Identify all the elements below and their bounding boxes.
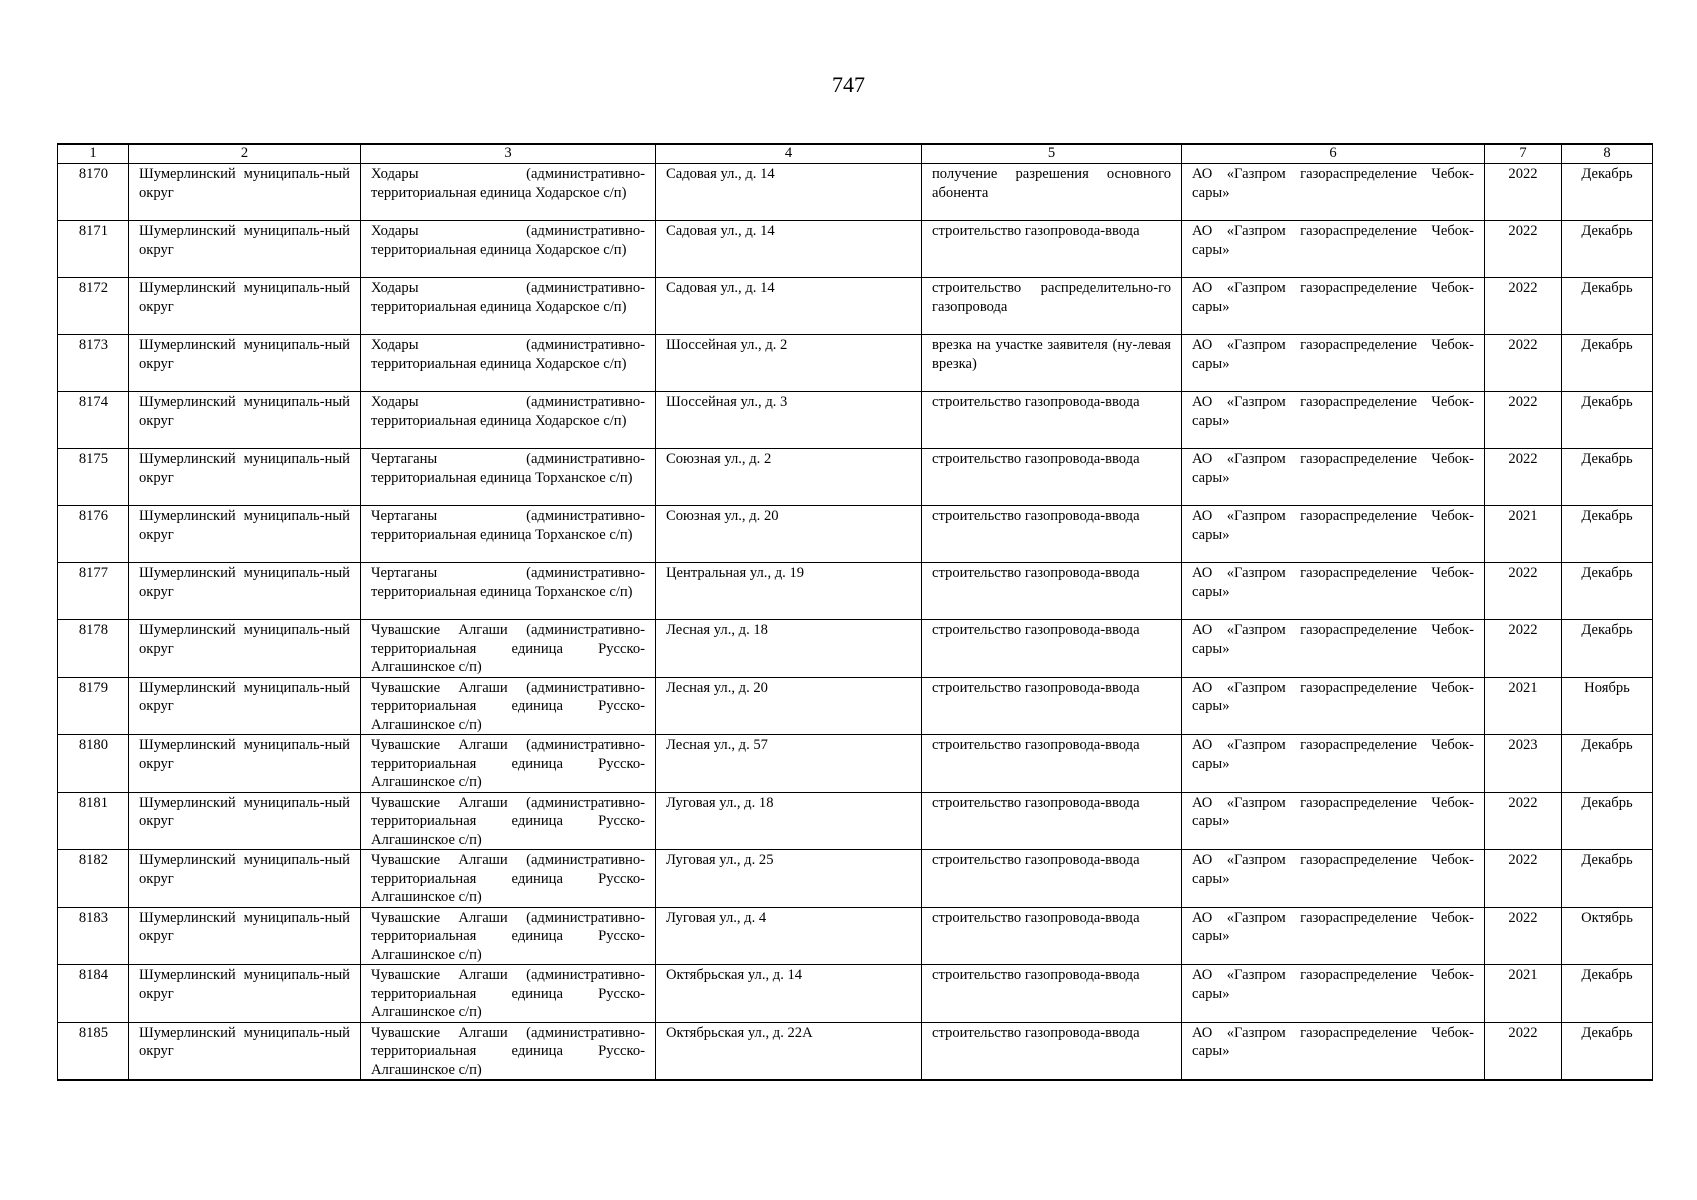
row-number-cell: 8175 [58, 449, 129, 506]
month-cell: Декабрь [1562, 792, 1653, 850]
work-type-cell: строительство газопровода-ввода [922, 735, 1182, 793]
organization-cell: АО «Газпром газораспределение Чебок-сары» [1182, 392, 1485, 449]
table-row [58, 965, 1653, 1023]
address-cell: Луговая ул., д. 25 [656, 850, 922, 908]
year-cell: 2022 [1485, 449, 1562, 506]
district-cell: Шумерлинский муниципаль-ный округ [129, 1022, 361, 1080]
year-cell: 2022 [1485, 850, 1562, 908]
gasification-table [57, 143, 1653, 1081]
work-type-cell: строительство газопровода-ввода [922, 620, 1182, 678]
address-cell: Октябрьская ул., д. 14 [656, 965, 922, 1023]
row-number-cell: 8179 [58, 677, 129, 735]
row-number-cell: 8174 [58, 392, 129, 449]
year-cell: 2022 [1485, 1022, 1562, 1080]
row-number-cell: 8182 [58, 850, 129, 908]
year-cell: 2022 [1485, 164, 1562, 221]
address-cell: Садовая ул., д. 14 [656, 221, 922, 278]
locality-cell: Ходары (административно-территориальная единица Ходарское с/п) [361, 164, 656, 221]
table-row [58, 164, 1653, 221]
year-cell: 2021 [1485, 506, 1562, 563]
month-cell: Декабрь [1562, 735, 1653, 793]
work-type-cell: получение разрешения основного абонента [922, 164, 1182, 221]
district-cell: Шумерлинский муниципаль-ный округ [129, 392, 361, 449]
month-cell: Декабрь [1562, 563, 1653, 620]
month-cell: Декабрь [1562, 335, 1653, 392]
district-cell: Шумерлинский муниципаль-ный округ [129, 449, 361, 506]
locality-cell: Ходары (административно-территориальная единица Ходарское с/п) [361, 392, 656, 449]
address-cell: Союзная ул., д. 20 [656, 506, 922, 563]
locality-cell: Ходары (административно-территориальная единица Ходарское с/п) [361, 278, 656, 335]
organization-cell: АО «Газпром газораспределение Чебок-сары» [1182, 792, 1485, 850]
address-cell: Союзная ул., д. 2 [656, 449, 922, 506]
year-cell: 2022 [1485, 907, 1562, 965]
row-number-cell: 8181 [58, 792, 129, 850]
month-cell: Ноябрь [1562, 677, 1653, 735]
year-cell: 2021 [1485, 965, 1562, 1023]
month-cell: Декабрь [1562, 850, 1653, 908]
address-cell: Лесная ул., д. 18 [656, 620, 922, 678]
address-cell: Шоссейная ул., д. 3 [656, 392, 922, 449]
column-header: 7 [1485, 144, 1562, 164]
address-cell: Садовая ул., д. 14 [656, 278, 922, 335]
address-cell: Лесная ул., д. 20 [656, 677, 922, 735]
organization-cell: АО «Газпром газораспределение Чебок-сары» [1182, 221, 1485, 278]
organization-cell: АО «Газпром газораспределение Чебок-сары» [1182, 850, 1485, 908]
organization-cell: АО «Газпром газораспределение Чебок-сары» [1182, 965, 1485, 1023]
organization-cell: АО «Газпром газораспределение Чебок-сары» [1182, 563, 1485, 620]
address-cell: Садовая ул., д. 14 [656, 164, 922, 221]
row-number-cell: 8177 [58, 563, 129, 620]
table-row [58, 278, 1653, 335]
table-row [58, 392, 1653, 449]
district-cell: Шумерлинский муниципаль-ный округ [129, 335, 361, 392]
month-cell: Декабрь [1562, 965, 1653, 1023]
row-number-cell: 8183 [58, 907, 129, 965]
table-row [58, 449, 1653, 506]
month-cell: Декабрь [1562, 164, 1653, 221]
district-cell: Шумерлинский муниципаль-ный округ [129, 907, 361, 965]
address-cell: Лесная ул., д. 57 [656, 735, 922, 793]
row-number-cell: 8170 [58, 164, 129, 221]
organization-cell: АО «Газпром газораспределение Чебок-сары» [1182, 449, 1485, 506]
year-cell: 2023 [1485, 735, 1562, 793]
table-row [58, 620, 1653, 678]
month-cell: Декабрь [1562, 278, 1653, 335]
work-type-cell: строительство газопровода-ввода [922, 1022, 1182, 1080]
table-row [58, 335, 1653, 392]
year-cell: 2021 [1485, 677, 1562, 735]
row-number-cell: 8172 [58, 278, 129, 335]
organization-cell: АО «Газпром газораспределение Чебок-сары» [1182, 164, 1485, 221]
month-cell: Декабрь [1562, 449, 1653, 506]
row-number-cell: 8178 [58, 620, 129, 678]
locality-cell: Чертаганы (административно-территориальная единица Торханское с/п) [361, 449, 656, 506]
work-type-cell: строительство газопровода-ввода [922, 792, 1182, 850]
row-number-cell: 8184 [58, 965, 129, 1023]
table-row [58, 506, 1653, 563]
month-cell: Декабрь [1562, 392, 1653, 449]
column-header: 4 [656, 144, 922, 164]
district-cell: Шумерлинский муниципаль-ный округ [129, 965, 361, 1023]
address-cell: Шоссейная ул., д. 2 [656, 335, 922, 392]
month-cell: Декабрь [1562, 1022, 1653, 1080]
work-type-cell: строительство газопровода-ввода [922, 965, 1182, 1023]
work-type-cell: строительство газопровода-ввода [922, 907, 1182, 965]
year-cell: 2022 [1485, 221, 1562, 278]
locality-cell: Чувашские Алгаши (административно-территориальная единица Русско-Алгашинское с/п) [361, 735, 656, 793]
address-cell: Октябрьская ул., д. 22А [656, 1022, 922, 1080]
month-cell: Декабрь [1562, 221, 1653, 278]
organization-cell: АО «Газпром газораспределение Чебок-сары» [1182, 677, 1485, 735]
locality-cell: Чувашские Алгаши (административно-территориальная единица Русско-Алгашинское с/п) [361, 1022, 656, 1080]
district-cell: Шумерлинский муниципаль-ный округ [129, 735, 361, 793]
locality-cell: Чертаганы (административно-территориальная единица Торханское с/п) [361, 506, 656, 563]
organization-cell: АО «Газпром газораспределение Чебок-сары» [1182, 620, 1485, 678]
locality-cell: Ходары (административно-территориальная единица Ходарское с/п) [361, 221, 656, 278]
address-cell: Луговая ул., д. 18 [656, 792, 922, 850]
table-row [58, 907, 1653, 965]
year-cell: 2022 [1485, 335, 1562, 392]
organization-cell: АО «Газпром газораспределение Чебок-сары» [1182, 1022, 1485, 1080]
locality-cell: Чувашские Алгаши (административно-территориальная единица Русско-Алгашинское с/п) [361, 792, 656, 850]
organization-cell: АО «Газпром газораспределение Чебок-сары» [1182, 735, 1485, 793]
organization-cell: АО «Газпром газораспределение Чебок-сары» [1182, 335, 1485, 392]
year-cell: 2022 [1485, 792, 1562, 850]
district-cell: Шумерлинский муниципаль-ный округ [129, 278, 361, 335]
table-row [58, 221, 1653, 278]
row-number-cell: 8185 [58, 1022, 129, 1080]
year-cell: 2022 [1485, 620, 1562, 678]
row-number-cell: 8176 [58, 506, 129, 563]
locality-cell: Чувашские Алгаши (административно-территориальная единица Русско-Алгашинское с/п) [361, 620, 656, 678]
year-cell: 2022 [1485, 278, 1562, 335]
district-cell: Шумерлинский муниципаль-ный округ [129, 792, 361, 850]
table-row [58, 677, 1653, 735]
organization-cell: АО «Газпром газораспределение Чебок-сары» [1182, 278, 1485, 335]
work-type-cell: врезка на участке заявителя (ну-левая врезка) [922, 335, 1182, 392]
page-number: 747 [832, 72, 865, 97]
column-header: 1 [58, 144, 129, 164]
organization-cell: АО «Газпром газораспределение Чебок-сары» [1182, 907, 1485, 965]
district-cell: Шумерлинский муниципаль-ный округ [129, 620, 361, 678]
month-cell: Декабрь [1562, 506, 1653, 563]
table-row [58, 792, 1653, 850]
column-header: 3 [361, 144, 656, 164]
work-type-cell: строительство газопровода-ввода [922, 506, 1182, 563]
locality-cell: Чертаганы (административно-территориальная единица Торханское с/п) [361, 563, 656, 620]
work-type-cell: строительство газопровода-ввода [922, 392, 1182, 449]
row-number-cell: 8171 [58, 221, 129, 278]
district-cell: Шумерлинский муниципаль-ный округ [129, 221, 361, 278]
table-row [58, 850, 1653, 908]
work-type-cell: строительство газопровода-ввода [922, 850, 1182, 908]
district-cell: Шумерлинский муниципаль-ный округ [129, 677, 361, 735]
address-cell: Центральная ул., д. 19 [656, 563, 922, 620]
column-header: 6 [1182, 144, 1485, 164]
locality-cell: Чувашские Алгаши (административно-территориальная единица Русско-Алгашинское с/п) [361, 907, 656, 965]
table-row [58, 735, 1653, 793]
work-type-cell: строительство газопровода-ввода [922, 677, 1182, 735]
month-cell: Декабрь [1562, 620, 1653, 678]
locality-cell: Чувашские Алгаши (административно-территориальная единица Русско-Алгашинское с/п) [361, 965, 656, 1023]
column-number-header-row [58, 144, 1653, 164]
year-cell: 2022 [1485, 563, 1562, 620]
organization-cell: АО «Газпром газораспределение Чебок-сары» [1182, 506, 1485, 563]
row-number-cell: 8173 [58, 335, 129, 392]
row-number-cell: 8180 [58, 735, 129, 793]
table-body [58, 164, 1653, 1081]
district-cell: Шумерлинский муниципаль-ный округ [129, 850, 361, 908]
work-type-cell: строительство газопровода-ввода [922, 563, 1182, 620]
column-header: 2 [129, 144, 361, 164]
district-cell: Шумерлинский муниципаль-ный округ [129, 563, 361, 620]
locality-cell: Чувашские Алгаши (административно-территориальная единица Русско-Алгашинское с/п) [361, 850, 656, 908]
year-cell: 2022 [1485, 392, 1562, 449]
locality-cell: Ходары (административно-территориальная единица Ходарское с/п) [361, 335, 656, 392]
district-cell: Шумерлинский муниципаль-ный округ [129, 164, 361, 221]
work-type-cell: строительство газопровода-ввода [922, 221, 1182, 278]
month-cell: Октябрь [1562, 907, 1653, 965]
column-header: 8 [1562, 144, 1653, 164]
locality-cell: Чувашские Алгаши (административно-территориальная единица Русско-Алгашинское с/п) [361, 677, 656, 735]
table-row [58, 563, 1653, 620]
column-header: 5 [922, 144, 1182, 164]
address-cell: Луговая ул., д. 4 [656, 907, 922, 965]
district-cell: Шумерлинский муниципаль-ный округ [129, 506, 361, 563]
work-type-cell: строительство газопровода-ввода [922, 449, 1182, 506]
table-row [58, 1022, 1653, 1080]
work-type-cell: строительство распределительно-го газопровода [922, 278, 1182, 335]
